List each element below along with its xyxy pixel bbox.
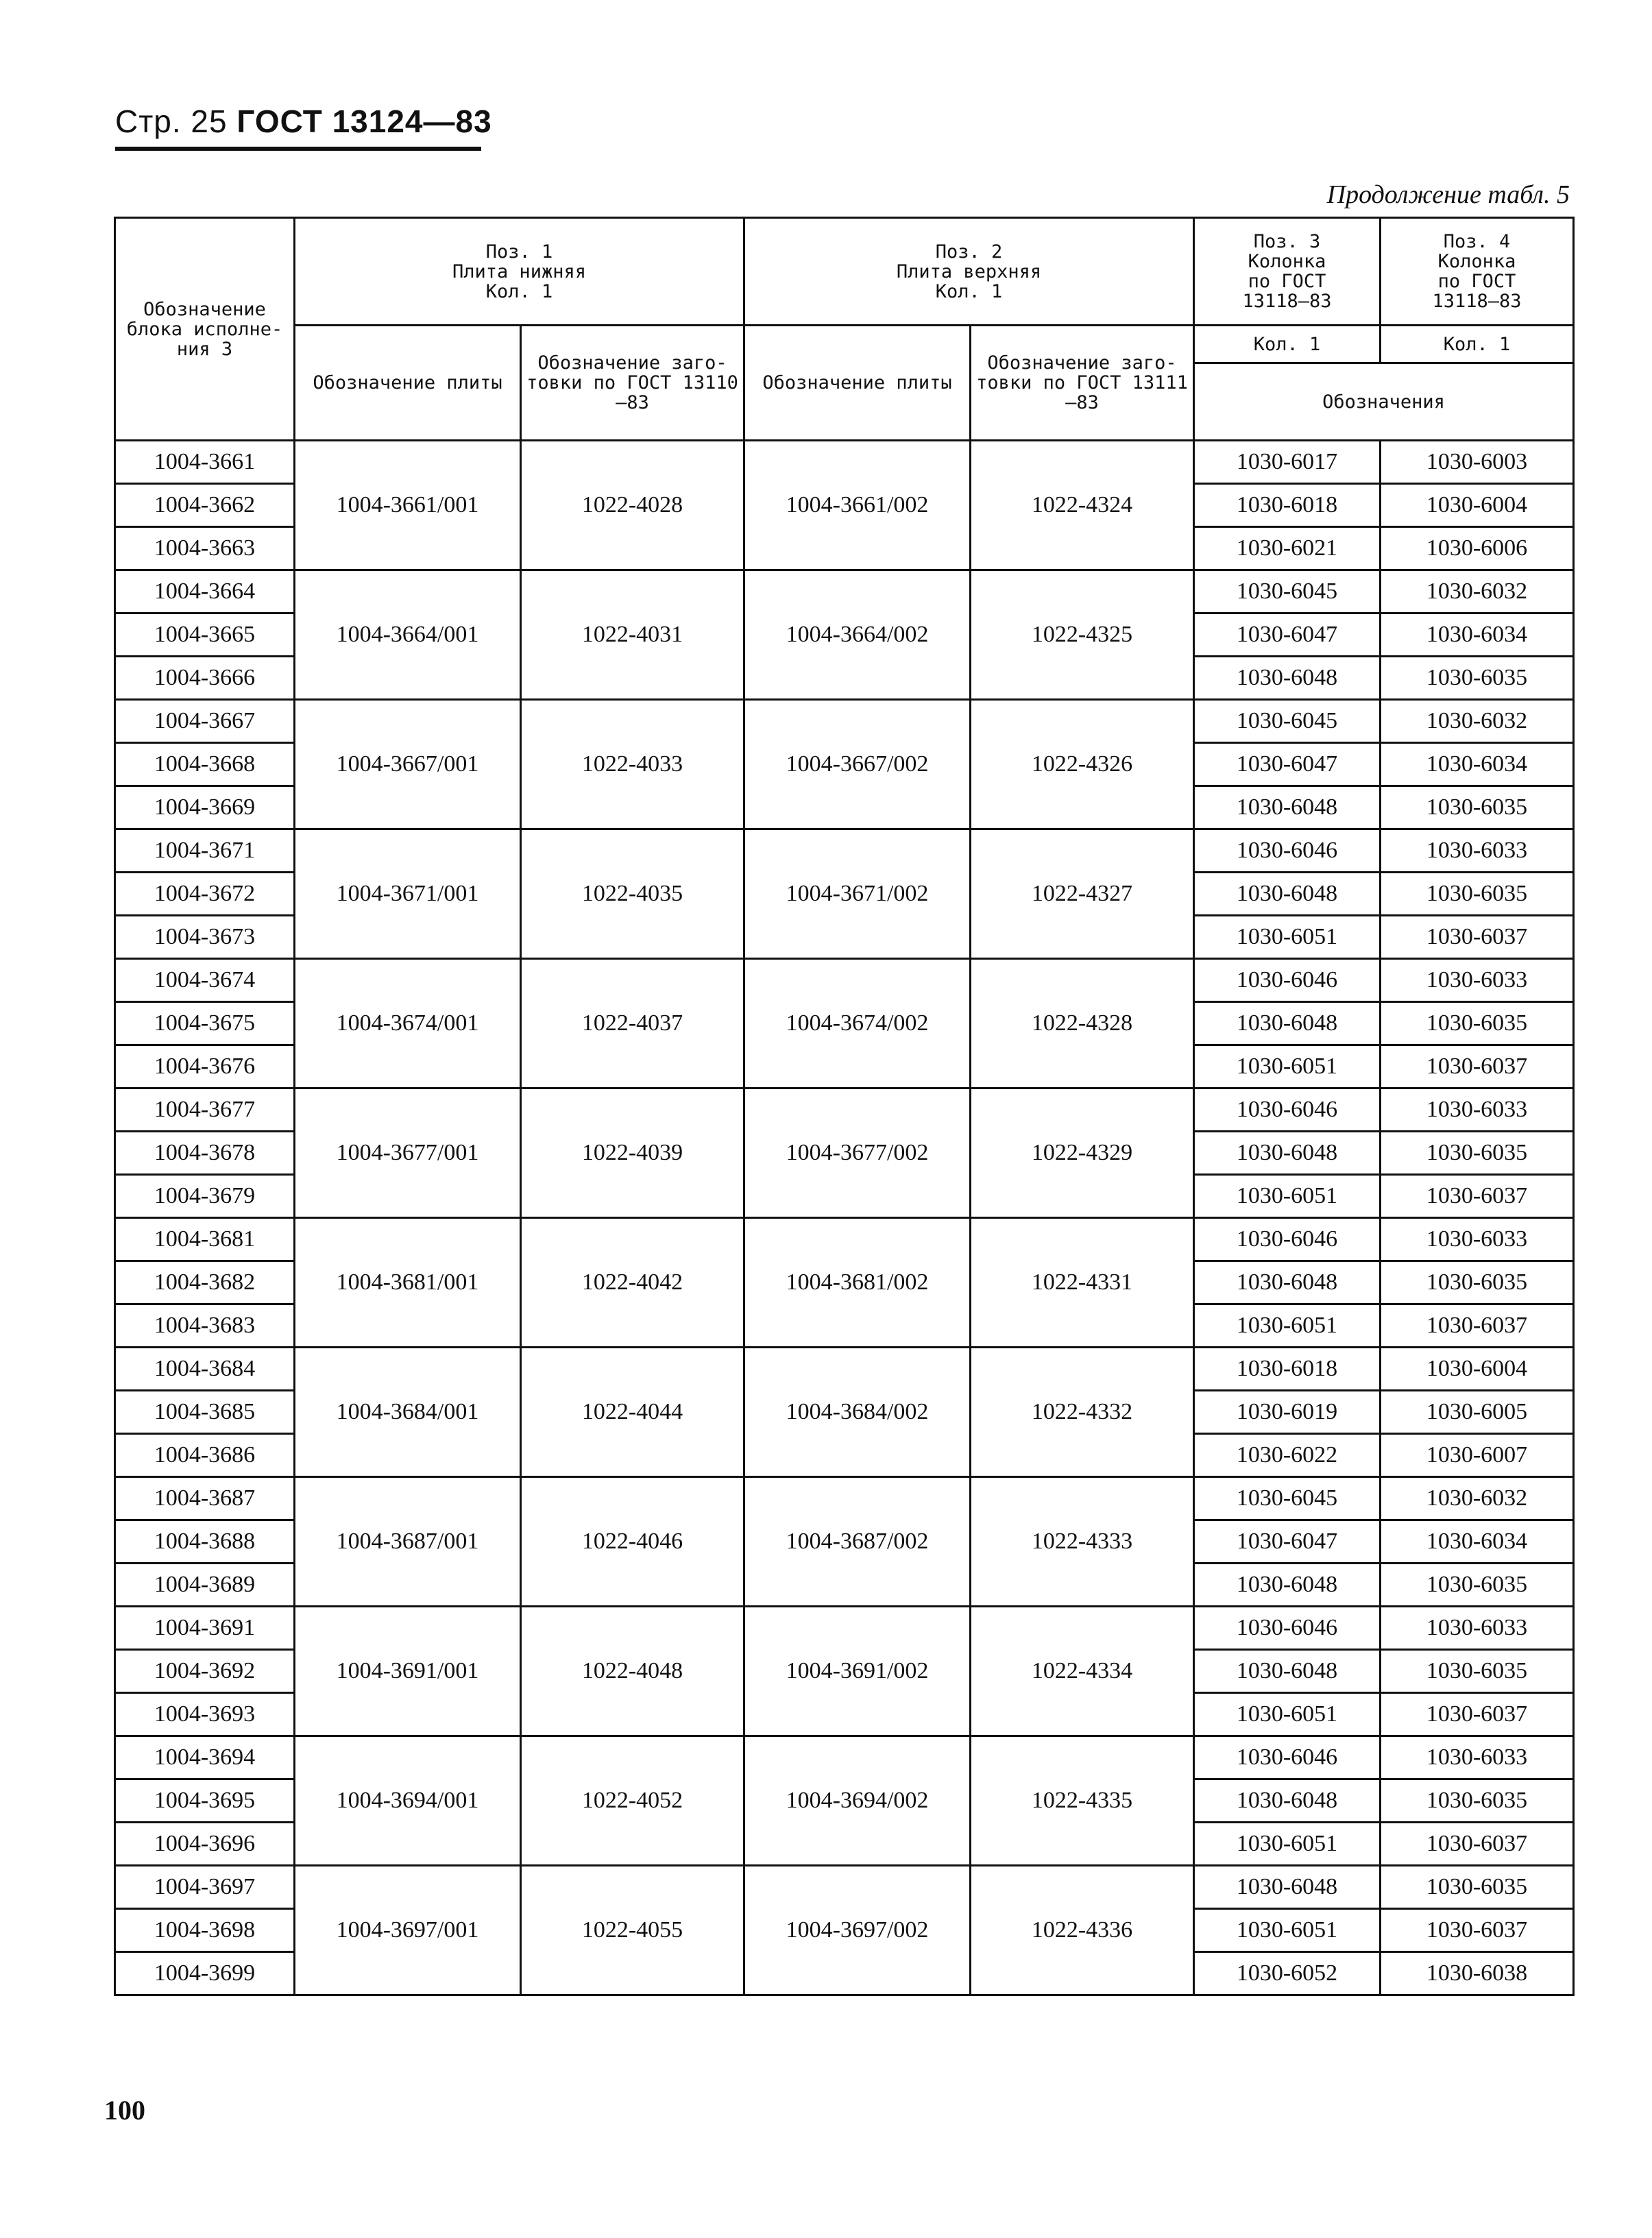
pos2-plate-designation: 1004-3691/002 — [744, 1607, 971, 1736]
pos4-column-designation: 1030-6038 — [1381, 1952, 1574, 1995]
pos3-column-designation: 1030-6046 — [1194, 1736, 1381, 1779]
pos4-column-designation: 1030-6035 — [1381, 1650, 1574, 1693]
pos4-column-designation: 1030-6006 — [1381, 527, 1574, 570]
pos1-plate-designation: 1004-3681/001 — [295, 1218, 521, 1348]
pos4-column-designation: 1030-6035 — [1381, 1564, 1574, 1607]
pos3-column-designation: 1030-6045 — [1194, 1477, 1381, 1520]
continuation-label: Продолжение табл. 5 — [1326, 180, 1570, 209]
pos1-plate-designation: 1004-3671/001 — [295, 829, 521, 959]
table-row — [115, 441, 1574, 484]
pos1-blank-designation: 1022-4035 — [521, 829, 744, 959]
page-header — [115, 103, 492, 140]
pos3-column-designation: 1030-6051 — [1194, 1175, 1381, 1218]
pos3-column-designation: 1030-6047 — [1194, 613, 1381, 657]
pos3-column-designation: 1030-6019 — [1194, 1391, 1381, 1434]
pos3-column-designation: 1030-6048 — [1194, 1779, 1381, 1823]
pos2-plate-designation: 1004-3671/002 — [744, 829, 971, 959]
block-designation: 1004-3664 — [115, 570, 295, 613]
table-row — [115, 1607, 1574, 1650]
pos2-blank-designation: 1022-4325 — [971, 570, 1194, 700]
pos2-blank-designation: 1022-4333 — [971, 1477, 1194, 1607]
spec-table — [114, 217, 1575, 1996]
kol3-header: Кол. 1 — [1194, 326, 1381, 363]
pos1-blank-designation: 1022-4046 — [521, 1477, 744, 1607]
header-rule — [115, 147, 481, 151]
pos2-blank-designation: 1022-4335 — [971, 1736, 1194, 1866]
pos3-column-designation: 1030-6048 — [1194, 1132, 1381, 1175]
block-designation: 1004-3661 — [115, 441, 295, 484]
pos2-plate-designation: 1004-3697/002 — [744, 1866, 971, 1995]
pos3-column-designation: 1030-6045 — [1194, 700, 1381, 743]
pos3-column-designation: 1030-6046 — [1194, 1607, 1381, 1650]
pos4-column-designation: 1030-6032 — [1381, 700, 1574, 743]
pos3-column-designation: 1030-6022 — [1194, 1434, 1381, 1477]
block-designation: 1004-3677 — [115, 1088, 295, 1132]
block-designation: 1004-3685 — [115, 1391, 295, 1434]
pos4-column-designation: 1030-6032 — [1381, 570, 1574, 613]
pos4-column-designation: 1030-6005 — [1381, 1391, 1574, 1434]
table-row — [115, 1218, 1574, 1261]
block-designation: 1004-3666 — [115, 657, 295, 700]
pos4-column-designation: 1030-6035 — [1381, 1261, 1574, 1304]
pos1-blank-designation: 1022-4037 — [521, 959, 744, 1088]
pos3-column-designation: 1030-6048 — [1194, 1866, 1381, 1909]
pos3-column-designation: 1030-6021 — [1194, 527, 1381, 570]
pos3-column-designation: 1030-6048 — [1194, 786, 1381, 829]
table-row — [115, 1736, 1574, 1779]
block-designation: 1004-3684 — [115, 1348, 295, 1391]
pos3-column-designation: 1030-6046 — [1194, 829, 1381, 873]
table-row — [115, 1477, 1574, 1520]
pos1-blank-designation: 1022-4052 — [521, 1736, 744, 1866]
block-designation: 1004-3682 — [115, 1261, 295, 1304]
pos3-column-designation: 1030-6017 — [1194, 441, 1381, 484]
pos4-column-designation: 1030-6032 — [1381, 1477, 1574, 1520]
block-designation: 1004-3683 — [115, 1304, 295, 1348]
block-designation: 1004-3679 — [115, 1175, 295, 1218]
pos2-blank-designation: 1022-4336 — [971, 1866, 1194, 1995]
pos1-plate-designation: 1004-3691/001 — [295, 1607, 521, 1736]
pos4-column-designation: 1030-6035 — [1381, 1002, 1574, 1045]
pos3-header: Поз. 3 Колонка по ГОСТ 13118—83 — [1194, 218, 1381, 326]
pos1-plate-designation: 1004-3664/001 — [295, 570, 521, 700]
pos3-column-designation: 1030-6048 — [1194, 1002, 1381, 1045]
pos1-blank-designation: 1022-4048 — [521, 1607, 744, 1736]
pos2-blank-designation: 1022-4324 — [971, 441, 1194, 570]
pos1-blank-designation: 1022-4039 — [521, 1088, 744, 1218]
pos4-column-designation: 1030-6037 — [1381, 1175, 1574, 1218]
pos3-column-designation: 1030-6051 — [1194, 1304, 1381, 1348]
pos1-plate-designation: 1004-3661/001 — [295, 441, 521, 570]
pos2-plate-designation: 1004-3694/002 — [744, 1736, 971, 1866]
table-row — [115, 959, 1574, 1002]
pos1-plate-designation: 1004-3684/001 — [295, 1348, 521, 1477]
block-designation: 1004-3667 — [115, 700, 295, 743]
pos1-blank-designation: 1022-4028 — [521, 441, 744, 570]
pos4-column-designation: 1030-6034 — [1381, 743, 1574, 786]
pos4-column-designation: 1030-6037 — [1381, 1304, 1574, 1348]
pos3-column-designation: 1030-6051 — [1194, 916, 1381, 959]
kol4-header: Кол. 1 — [1381, 326, 1574, 363]
pos4-column-designation: 1030-6034 — [1381, 1520, 1574, 1564]
pos4-header: Поз. 4 Колонка по ГОСТ 13118—83 — [1381, 218, 1574, 326]
pos4-column-designation: 1030-6033 — [1381, 1607, 1574, 1650]
pos4-column-designation: 1030-6033 — [1381, 829, 1574, 873]
block-designation: 1004-3672 — [115, 873, 295, 916]
pos1-blank-designation: 1022-4033 — [521, 700, 744, 829]
block-designation: 1004-3665 — [115, 613, 295, 657]
block-designation: 1004-3686 — [115, 1434, 295, 1477]
pos2-blank-designation: 1022-4329 — [971, 1088, 1194, 1218]
block-designation: 1004-3663 — [115, 527, 295, 570]
pos3-column-designation: 1030-6051 — [1194, 1693, 1381, 1736]
block-designation: 1004-3695 — [115, 1779, 295, 1823]
pos4-column-designation: 1030-6004 — [1381, 1348, 1574, 1391]
block-designation: 1004-3693 — [115, 1693, 295, 1736]
col-block-header: Обозначение блока исполне-ния 3 — [115, 218, 295, 441]
pos1-plate-designation: 1004-3667/001 — [295, 700, 521, 829]
table-row — [115, 829, 1574, 873]
pos4-column-designation: 1030-6003 — [1381, 441, 1574, 484]
pos4-column-designation: 1030-6037 — [1381, 1823, 1574, 1866]
pos3-column-designation: 1030-6051 — [1194, 1823, 1381, 1866]
table-row — [115, 1088, 1574, 1132]
pos3-column-designation: 1030-6051 — [1194, 1909, 1381, 1952]
block-designation: 1004-3673 — [115, 916, 295, 959]
block-designation: 1004-3697 — [115, 1866, 295, 1909]
pos3-column-designation: 1030-6051 — [1194, 1045, 1381, 1088]
p2-blank-header: Обозначение заго-товки по ГОСТ 13111—83 — [971, 326, 1194, 441]
pos1-plate-designation: 1004-3687/001 — [295, 1477, 521, 1607]
pos4-column-designation: 1030-6035 — [1381, 1779, 1574, 1823]
pos2-blank-designation: 1022-4332 — [971, 1348, 1194, 1477]
block-designation: 1004-3674 — [115, 959, 295, 1002]
pos3-column-designation: 1030-6046 — [1194, 1218, 1381, 1261]
pos3-column-designation: 1030-6048 — [1194, 1564, 1381, 1607]
pos1-blank-designation: 1022-4055 — [521, 1866, 744, 1995]
block-designation: 1004-3662 — [115, 484, 295, 527]
pos2-header: Поз. 2 Плита верхняя Кол. 1 — [744, 218, 1194, 326]
pos4-column-designation: 1030-6033 — [1381, 959, 1574, 1002]
pos2-plate-designation: 1004-3667/002 — [744, 700, 971, 829]
block-designation: 1004-3696 — [115, 1823, 295, 1866]
table-row — [115, 1348, 1574, 1391]
pos2-plate-designation: 1004-3681/002 — [744, 1218, 971, 1348]
pos3-column-designation: 1030-6047 — [1194, 743, 1381, 786]
pos4-column-designation: 1030-6037 — [1381, 1909, 1574, 1952]
pos3-column-designation: 1030-6045 — [1194, 570, 1381, 613]
pos3-column-designation: 1030-6048 — [1194, 873, 1381, 916]
block-designation: 1004-3675 — [115, 1002, 295, 1045]
block-designation: 1004-3671 — [115, 829, 295, 873]
pos3-column-designation: 1030-6018 — [1194, 1348, 1381, 1391]
block-designation: 1004-3678 — [115, 1132, 295, 1175]
pos4-column-designation: 1030-6037 — [1381, 1693, 1574, 1736]
block-designation: 1004-3668 — [115, 743, 295, 786]
block-designation: 1004-3676 — [115, 1045, 295, 1088]
pos2-plate-designation: 1004-3684/002 — [744, 1348, 971, 1477]
pos4-column-designation: 1030-6035 — [1381, 1866, 1574, 1909]
pos3-column-designation: 1030-6046 — [1194, 959, 1381, 1002]
pos4-column-designation: 1030-6004 — [1381, 484, 1574, 527]
designations-header: Обозначения — [1194, 363, 1574, 441]
block-designation: 1004-3689 — [115, 1564, 295, 1607]
pos2-blank-designation: 1022-4328 — [971, 959, 1194, 1088]
pos2-blank-designation: 1022-4327 — [971, 829, 1194, 959]
pos1-plate-designation: 1004-3697/001 — [295, 1866, 521, 1995]
block-designation: 1004-3681 — [115, 1218, 295, 1261]
block-designation: 1004-3699 — [115, 1952, 295, 1995]
spec-body — [115, 441, 1574, 1995]
block-designation: 1004-3692 — [115, 1650, 295, 1693]
pos4-column-designation: 1030-6033 — [1381, 1218, 1574, 1261]
pos4-column-designation: 1030-6035 — [1381, 873, 1574, 916]
pos1-header: Поз. 1 Плита нижняя Кол. 1 — [295, 218, 744, 326]
pos4-column-designation: 1030-6035 — [1381, 1132, 1574, 1175]
pos3-column-designation: 1030-6048 — [1194, 1650, 1381, 1693]
block-designation: 1004-3698 — [115, 1909, 295, 1952]
table-row — [115, 700, 1574, 743]
pos4-column-designation: 1030-6034 — [1381, 613, 1574, 657]
pos3-column-designation: 1030-6048 — [1194, 657, 1381, 700]
pos2-blank-designation: 1022-4326 — [971, 700, 1194, 829]
pos1-plate-designation: 1004-3677/001 — [295, 1088, 521, 1218]
pos4-column-designation: 1030-6035 — [1381, 786, 1574, 829]
pos3-column-designation: 1030-6046 — [1194, 1088, 1381, 1132]
block-designation: 1004-3687 — [115, 1477, 295, 1520]
pos4-column-designation: 1030-6037 — [1381, 916, 1574, 959]
pos3-column-designation: 1030-6047 — [1194, 1520, 1381, 1564]
page-label: Стр. 25 — [115, 104, 228, 139]
pos1-blank-designation: 1022-4031 — [521, 570, 744, 700]
pos2-plate-designation: 1004-3677/002 — [744, 1088, 971, 1218]
pos3-column-designation: 1030-6052 — [1194, 1952, 1381, 1995]
block-designation: 1004-3669 — [115, 786, 295, 829]
page-number: 100 — [104, 2095, 145, 2126]
table-row — [115, 570, 1574, 613]
p1-blank-header: Обозначение заго-товки по ГОСТ 13110—83 — [521, 326, 744, 441]
block-designation: 1004-3694 — [115, 1736, 295, 1779]
pos2-plate-designation: 1004-3664/002 — [744, 570, 971, 700]
pos1-blank-designation: 1022-4044 — [521, 1348, 744, 1477]
pos4-column-designation: 1030-6035 — [1381, 657, 1574, 700]
pos4-column-designation: 1030-6007 — [1381, 1434, 1574, 1477]
table-row — [115, 1866, 1574, 1909]
standard-label: ГОСТ 13124—83 — [236, 104, 492, 139]
pos2-plate-designation: 1004-3661/002 — [744, 441, 971, 570]
block-designation: 1004-3691 — [115, 1607, 295, 1650]
pos2-blank-designation: 1022-4331 — [971, 1218, 1194, 1348]
block-designation: 1004-3688 — [115, 1520, 295, 1564]
pos4-column-designation: 1030-6033 — [1381, 1736, 1574, 1779]
p1-plate-header: Обозначение плиты — [295, 326, 521, 441]
pos1-plate-designation: 1004-3694/001 — [295, 1736, 521, 1866]
pos3-column-designation: 1030-6018 — [1194, 484, 1381, 527]
pos2-plate-designation: 1004-3674/002 — [744, 959, 971, 1088]
pos1-blank-designation: 1022-4042 — [521, 1218, 744, 1348]
pos2-blank-designation: 1022-4334 — [971, 1607, 1194, 1736]
pos4-column-designation: 1030-6033 — [1381, 1088, 1574, 1132]
pos2-plate-designation: 1004-3687/002 — [744, 1477, 971, 1607]
p2-plate-header: Обозначение плиты — [744, 326, 971, 441]
pos1-plate-designation: 1004-3674/001 — [295, 959, 521, 1088]
pos3-column-designation: 1030-6048 — [1194, 1261, 1381, 1304]
pos4-column-designation: 1030-6037 — [1381, 1045, 1574, 1088]
